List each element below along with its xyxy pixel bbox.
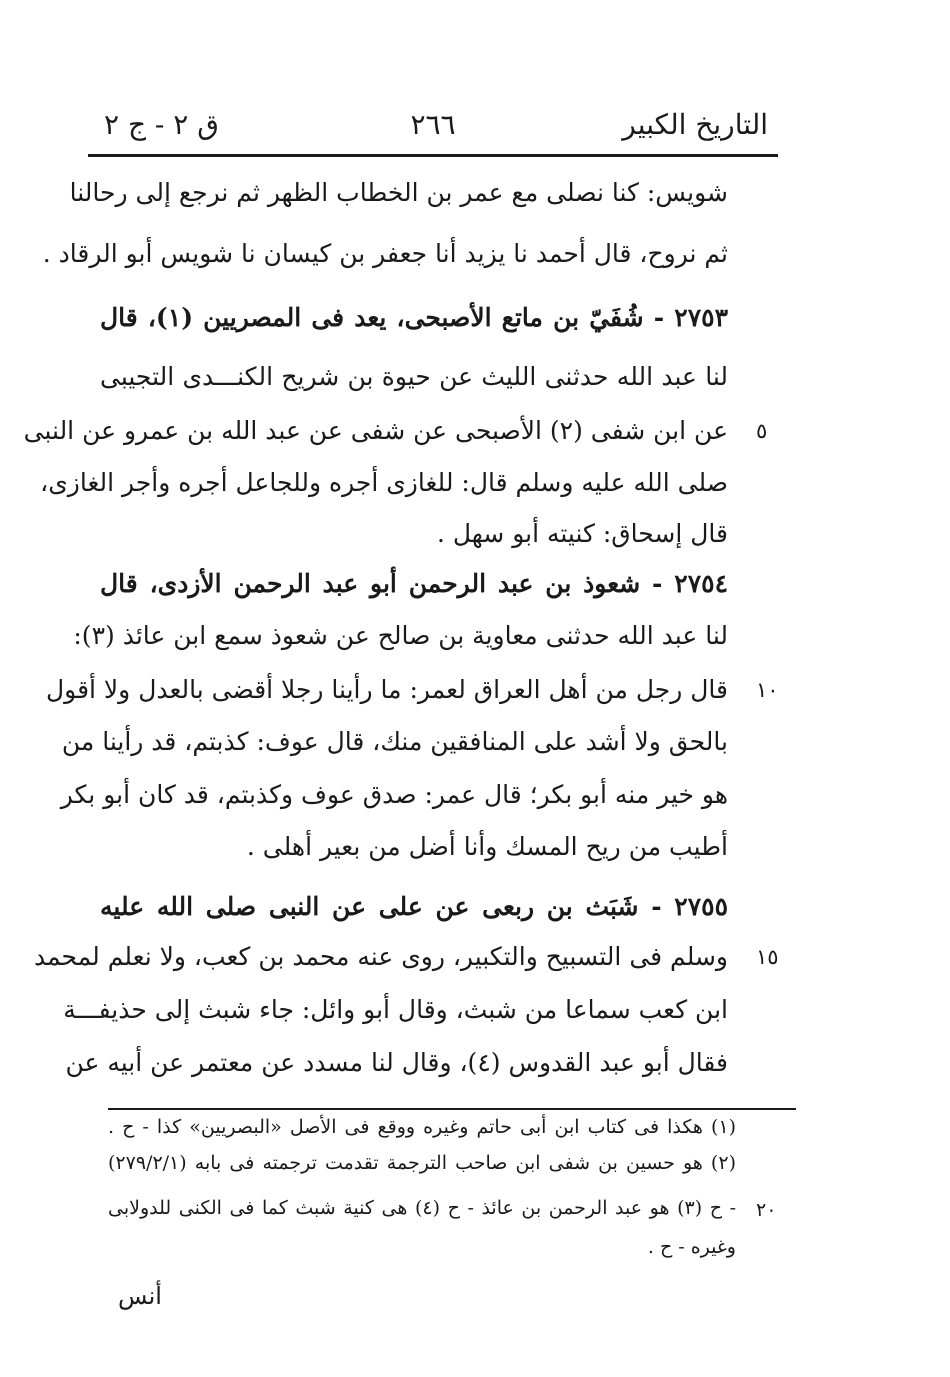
catchword: أنس xyxy=(118,1282,162,1310)
entry-heading: ٢٧٥٣ - شُفَيّ بن ماتع الأصبحى، يعد فى المصريين (١)، قال xyxy=(100,303,728,332)
text-line: وسلم فى التسبيح والتكبير، روى عنه محمد بن كعب، ولا نعلم لمحمد xyxy=(33,942,728,971)
text-line: بالحق ولا أشد على المنافقين منك، قال عوف: كذبتم، قد رأينا من xyxy=(61,727,728,756)
text-line: لنا عبد الله حدثنى معاوية بن صالح عن شعوذ سمع ابن عائذ (٣): xyxy=(73,621,728,650)
line-number: ٥ xyxy=(756,419,768,443)
footnote-rule xyxy=(108,1108,796,1110)
entry-heading: ٢٧٥٥ - شَبَث بن ربعى عن على عن النبى صلى الله عليه xyxy=(100,892,728,921)
text-line: شويس: كنا نصلى مع عمر بن الخطاب الظهر ثم نرجع إلى رحالنا xyxy=(69,178,728,207)
text-line: عن ابن شفى (٢) الأصبحى عن شفى عن عبد الله بن عمرو عن النبى xyxy=(23,416,728,445)
text-line: لنا عبد الله حدثنى الليث عن حيوة بن شريح الكنـــدى التجيبى xyxy=(100,362,728,391)
footnote-line: وغيره - ح . xyxy=(647,1236,736,1258)
volume-label: ق ٢ - ج ٢ xyxy=(104,108,219,141)
line-number: ١٠ xyxy=(756,678,779,702)
text-line: قال رجل من أهل العراق لعمر: ما رأينا رجلا أقضى بالعدل ولا أقول xyxy=(46,675,728,704)
text-line: ثم نروح، قال أحمد نا يزيد أنا جعفر بن كيسان نا شويس أبو الرقاد . xyxy=(42,239,728,268)
page-number: ٢٦٦ xyxy=(410,108,456,141)
page-header xyxy=(88,100,778,152)
text-line: ابن كعب سماعا من شبث، وقال أبو وائل: جاء شبث إلى حذيفـــة xyxy=(63,995,728,1024)
text-line: صلى الله عليه وسلم قال: للغازى أجره وللجاعل أجره وأجر الغازى، xyxy=(40,468,728,497)
book-title: التاريخ الكبير xyxy=(622,108,768,141)
text-line: أطيب من ريح المسك وأنا أضل من بعير أهلى . xyxy=(246,832,728,861)
text-line: هو خير منه أبو بكر؛ قال عمر: صدق عوف وكذبتم، قد كان أبو بكر xyxy=(60,780,728,809)
text-line: فقال أبو عبد القدوس (٤)، وقال لنا مسدد عن معتمر عن أبيه عن xyxy=(65,1048,728,1077)
footnote-line: (١) هكذا فى كتاب ابن أبى حاتم وغيره ووقع فى الأصل «البصريين» كذا - ح . xyxy=(108,1116,736,1138)
entry-heading: ٢٧٥٤ - شعوذ بن عبد الرحمن أبو عبد الرحمن الأزدى، قال xyxy=(100,569,728,598)
line-number: ١٥ xyxy=(756,945,779,969)
header-rule xyxy=(88,154,778,157)
line-number: ٢٠ xyxy=(756,1199,777,1221)
text-line: قال إسحاق: كنيته أبو سهل . xyxy=(436,519,728,548)
footnote-line: - ح (٣) هو عبد الرحمن بن عائذ - ح (٤) هى كنية شبث كما فى الكنى للدولابى xyxy=(108,1197,736,1219)
footnote-line: (٢) هو حسين بن شفى ابن صاحب الترجمة تقدمت ترجمته فى بابه (٢٧٩/٢/١) xyxy=(108,1152,736,1174)
